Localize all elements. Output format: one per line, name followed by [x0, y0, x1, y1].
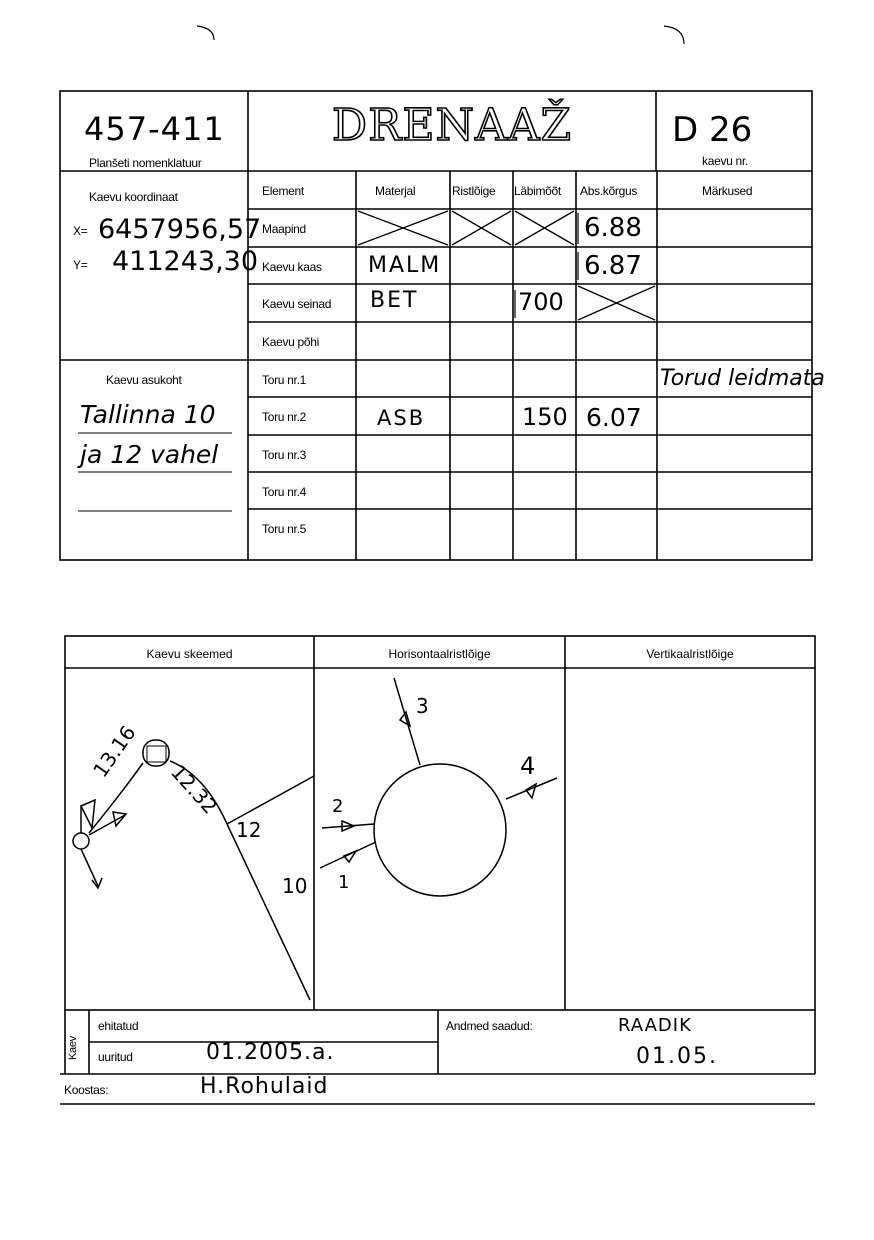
y-prefix: Y= [73, 258, 88, 272]
row-element: Toru nr.3 [262, 448, 306, 462]
pipe-label-2: 2 [332, 796, 344, 817]
cell-materjal: ASB [377, 406, 426, 430]
cell-labimoot: 150 [522, 403, 568, 431]
x-coordinate: 6457956,57 [98, 214, 262, 245]
coords-label: Kaevu koordinaat [89, 190, 178, 204]
uuritud-label: uuritud [98, 1050, 133, 1064]
location-label: Kaevu asukoht [106, 373, 182, 387]
kaev-label: Kaev [67, 1036, 79, 1060]
row-element: Toru nr.2 [262, 410, 306, 424]
ehitatud-label: ehitatud [98, 1019, 139, 1033]
col-labimoot: Läbimõõt [514, 184, 561, 198]
cell-abs-korgus: 6.07 [586, 403, 642, 432]
koostas-label: Koostas: [64, 1083, 109, 1097]
scheme-col-2-header: Horisontaalristlõige [388, 647, 491, 661]
nomenclature-label: Planšeti nomenklatuur [89, 156, 202, 170]
andmed-date: 01.05. [636, 1044, 718, 1069]
cell-materjal: MALM [368, 253, 442, 278]
x-prefix: X= [73, 224, 88, 238]
well-number-label: kaevu nr. [702, 154, 748, 168]
uuritud-value: 01.2005.a. [206, 1040, 335, 1065]
cell-materjal: BET [370, 288, 419, 313]
pipe-label-3: 3 [416, 694, 429, 718]
distance-label-1: 13.16 [88, 721, 141, 782]
form-title: DRENAAŽ [331, 100, 573, 151]
well-number-value: D 26 [672, 110, 753, 150]
col-markused: Märkused [702, 184, 753, 198]
pipe-label-1: 1 [338, 872, 350, 893]
col-element: Element [262, 184, 304, 198]
koostas-value: H.Rohulaid [200, 1074, 329, 1099]
nomenclature-value: 457-411 [84, 110, 225, 148]
row-element: Kaevu seinad [262, 297, 332, 311]
cell-abs-korgus: 6.88 [584, 213, 642, 243]
cell-markused: Torud leidmata [660, 366, 825, 391]
node-label-12: 12 [236, 818, 262, 842]
pipe-label-4: 4 [520, 752, 536, 780]
distance-label-2: 12.32 [166, 760, 223, 819]
row-element: Kaevu kaas [262, 260, 322, 274]
row-element: Kaevu põhi [262, 335, 320, 349]
location-line-2: ja 12 vahel [80, 440, 219, 469]
cell-abs-korgus: 6.87 [584, 251, 642, 281]
row-element: Maapind [262, 222, 306, 236]
col-abs-korgus: Abs.kõrgus [580, 184, 638, 198]
andmed-source: RAADIK [618, 1015, 692, 1036]
col-materjal: Materjal [375, 184, 416, 198]
andmed-label: Andmed saadud: [446, 1019, 533, 1033]
node-label-10: 10 [282, 874, 308, 898]
y-coordinate: 411243,30 [112, 246, 259, 277]
cell-labimoot: 700 [518, 288, 564, 316]
location-line-1: Tallinna 10 [80, 400, 216, 429]
row-element: Toru nr.1 [262, 373, 306, 387]
row-element: Toru nr.5 [262, 522, 306, 536]
col-ristloige: Ristlõige [452, 184, 496, 198]
row-element: Toru nr.4 [262, 485, 306, 499]
scheme-col-1-header: Kaevu skeemed [146, 647, 233, 661]
scheme-col-3-header: Vertikaalristlõige [646, 647, 734, 661]
